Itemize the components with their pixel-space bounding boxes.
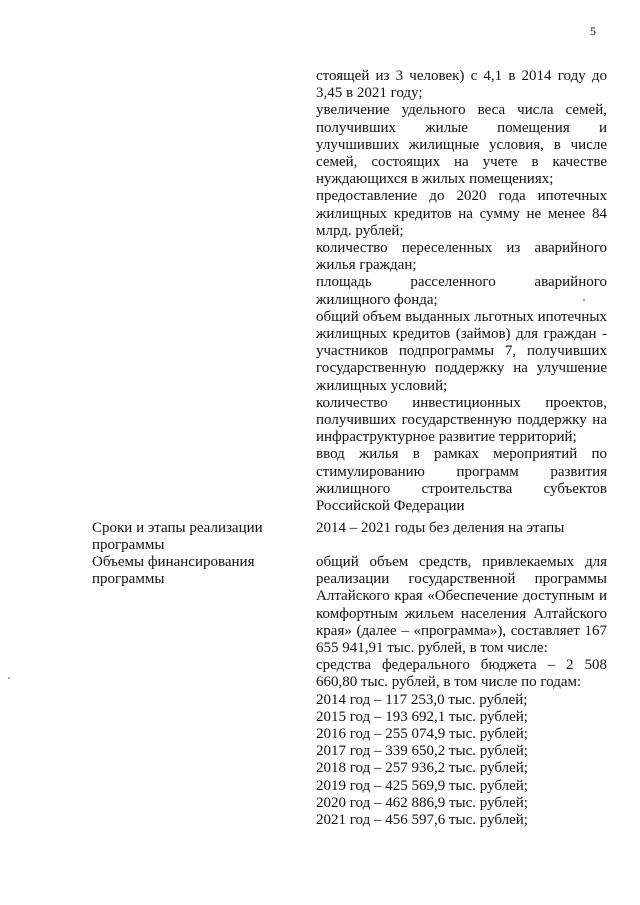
financing-year: 2016 год – 255 074,9 тыс. рублей; [316,726,528,743]
target-item: общий объем выданных льготных ипотечных жилищных кредитов (займов) для граждан - участников подпрограммы 7, получивших государственную поддержку на улучшение жилищных условий; [316,308,607,394]
financing-federal: средства федерального бюджета – 2 508 660,80 тыс. рублей, в том числе по годам: [316,657,607,691]
terms-row [92,520,607,554]
targets-label [92,68,316,520]
financing-intro: общий объем средств, привлекаемых для реализации государственной программы Алтайского края «Обеспечение доступным и комфортным жильем населения Алтайского края» (далее – «программа»), составляет 167 655 941,91 тыс. рублей, в том числе: [316,554,607,657]
targets-row [92,68,607,520]
target-item: предоставление до 2020 года ипотечных жилищных кредитов на сумму не менее 84 млрд. рублей; [316,188,607,239]
scan-speck [583,299,585,301]
program-passport-table [92,68,607,829]
target-item: увеличение удельного веса числа семей, получивших жилые помещения и улучшивших жилищные условия, в числе семей, состоящих на учете в качестве нуждающихся в жилых помещениях; [316,102,607,188]
financing-year: 2014 год – 117 253,0 тыс. рублей; [316,691,528,708]
financing-year: 2015 год – 193 692,1 тыс. рублей; [316,708,528,725]
target-item: ввод жилья в рамках мероприятий по стимулированию программ развития жилищного строительства субъектов Российской Федерации [316,446,607,515]
terms-value [316,520,607,554]
scan-speck [8,677,10,679]
financing-year: 2018 год – 257 936,2 тыс. рублей; [316,760,528,777]
financing-year: 2019 год – 425 569,9 тыс. рублей; [316,777,528,794]
target-item: стоящей из 3 человек) с 4,1 в 2014 году до 3,45 в 2021 году; [316,68,607,102]
terms-text: 2014 – 2021 годы без деления на этапы [316,520,565,536]
target-item: количество переселенных из аварийного жилья граждан; [316,240,607,274]
target-item: количество инвестиционных проектов, получивших государственную поддержку на инфраструктурное развитие территорий; [316,394,607,446]
financing-row [92,554,607,829]
financing-content [316,554,607,829]
page-number: 5 [590,24,596,38]
target-item: площадь расселенного аварийного жилищного фонда; [316,274,607,308]
financing-year: 2017 год – 339 650,2 тыс. рублей; [316,743,528,760]
financing-label: Объемы финансирования программы [92,554,255,587]
targets-content [316,68,607,520]
terms-label: Сроки и этапы реализации программы [92,520,263,553]
financing-year: 2020 год – 462 886,9 тыс. рублей; [316,794,528,811]
financing-year: 2021 год – 456 597,6 тыс. рублей; [316,812,528,829]
